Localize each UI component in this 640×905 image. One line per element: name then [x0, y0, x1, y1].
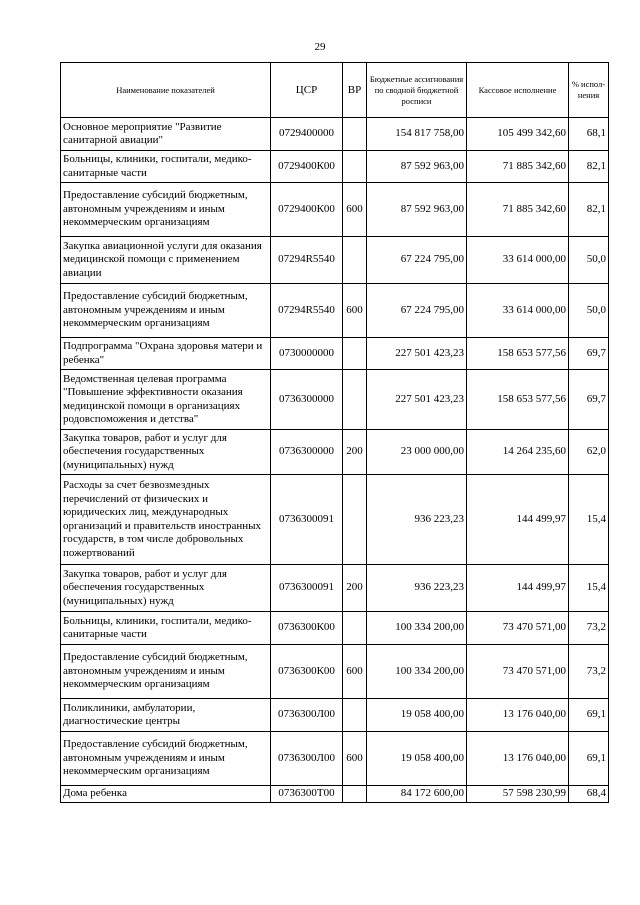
table-row: [61, 645, 609, 699]
row-csr: 0736300000: [271, 370, 343, 430]
row-vr: 600: [343, 732, 367, 786]
row-vr: 600: [343, 645, 367, 699]
row-name: Ведомственная целевая программа "Повышение эффективности оказания медицинской помощи в организациях родовспоможения и детства": [61, 370, 271, 430]
header-cash: Кассовое исполнение: [467, 63, 569, 118]
row-csr: 0729400000: [271, 118, 343, 151]
row-csr: 0736300091: [271, 565, 343, 612]
row-csr: 0729400К00: [271, 151, 343, 183]
row-csr: 0729400К00: [271, 183, 343, 237]
row-cash: 73 470 571,00: [467, 645, 569, 699]
table-row: [61, 338, 609, 370]
row-csr: 0736300Л00: [271, 699, 343, 732]
row-pct: 62,0: [569, 430, 609, 475]
header-csr: ЦСР: [271, 63, 343, 118]
row-cash: 144 499,97: [467, 475, 569, 565]
row-assignments: 87 592 963,00: [367, 151, 467, 183]
row-cash: 57 598 230,99: [467, 786, 569, 803]
header-pct: % испол-нения: [569, 63, 609, 118]
row-pct: 50,0: [569, 237, 609, 284]
row-pct: 73,2: [569, 645, 609, 699]
row-csr: 07294R5540: [271, 284, 343, 338]
table-row: [61, 475, 609, 565]
row-csr: 0736300Л00: [271, 732, 343, 786]
row-assignments: 67 224 795,00: [367, 237, 467, 284]
row-pct: 69,7: [569, 338, 609, 370]
table-row: [61, 786, 609, 803]
table-row: [61, 612, 609, 645]
row-cash: 33 614 000,00: [467, 284, 569, 338]
row-cash: 105 499 342,60: [467, 118, 569, 151]
row-pct: 69,7: [569, 370, 609, 430]
row-name: Закупка товаров, работ и услуг для обеспечения государственных (муниципальных) нужд: [61, 565, 271, 612]
header-name: Наименование показателей: [61, 63, 271, 118]
row-pct: 68,4: [569, 786, 609, 803]
row-cash: 71 885 342,60: [467, 183, 569, 237]
row-pct: 73,2: [569, 612, 609, 645]
table-row: [61, 151, 609, 183]
row-pct: 69,1: [569, 732, 609, 786]
row-csr: 0736300000: [271, 430, 343, 475]
table-row: [61, 237, 609, 284]
row-assignments: 936 223,23: [367, 565, 467, 612]
row-cash: 13 176 040,00: [467, 732, 569, 786]
row-cash: 144 499,97: [467, 565, 569, 612]
row-csr: 0736300К00: [271, 612, 343, 645]
header-vr: ВР: [343, 63, 367, 118]
row-csr: 0736300К00: [271, 645, 343, 699]
row-pct: 15,4: [569, 565, 609, 612]
row-name: Закупка товаров, работ и услуг для обеспечения государственных (муниципальных) нужд: [61, 430, 271, 475]
row-cash: 158 653 577,56: [467, 338, 569, 370]
row-name: Поликлиники, амбулатории, диагностические центры: [61, 699, 271, 732]
row-pct: 69,1: [569, 699, 609, 732]
row-vr: [343, 699, 367, 732]
row-vr: [343, 475, 367, 565]
row-assignments: 23 000 000,00: [367, 430, 467, 475]
row-pct: 50,0: [569, 284, 609, 338]
row-pct: 82,1: [569, 151, 609, 183]
row-name: Дома ребенка: [61, 786, 271, 803]
row-cash: 158 653 577,56: [467, 370, 569, 430]
row-vr: [343, 786, 367, 803]
row-csr: 0736300091: [271, 475, 343, 565]
row-cash: 71 885 342,60: [467, 151, 569, 183]
row-vr: 600: [343, 284, 367, 338]
table-row: [61, 430, 609, 475]
row-name: Основное мероприятие "Развитие санитарной авиации": [61, 118, 271, 151]
budget-execution-table: [60, 62, 609, 803]
row-assignments: 100 334 200,00: [367, 612, 467, 645]
table-row: [61, 699, 609, 732]
row-assignments: 67 224 795,00: [367, 284, 467, 338]
table-row: [61, 118, 609, 151]
row-name: Предоставление субсидий бюджетным, автономным учреждениям и иным некоммерческим организациям: [61, 183, 271, 237]
row-assignments: 154 817 758,00: [367, 118, 467, 151]
row-vr: [343, 612, 367, 645]
row-name: Подпрограмма "Охрана здоровья матери и ребенка": [61, 338, 271, 370]
row-assignments: 227 501 423,23: [367, 338, 467, 370]
row-csr: 0736300Т00: [271, 786, 343, 803]
row-vr: [343, 338, 367, 370]
row-vr: [343, 370, 367, 430]
row-assignments: 19 058 400,00: [367, 732, 467, 786]
row-assignments: 19 058 400,00: [367, 699, 467, 732]
row-pct: 82,1: [569, 183, 609, 237]
table-header-row: [61, 63, 609, 118]
row-assignments: 84 172 600,00: [367, 786, 467, 803]
table-row: [61, 732, 609, 786]
row-csr: 0730000000: [271, 338, 343, 370]
row-pct: 15,4: [569, 475, 609, 565]
table-row: [61, 183, 609, 237]
row-assignments: 87 592 963,00: [367, 183, 467, 237]
row-pct: 68,1: [569, 118, 609, 151]
header-assignments: Бюджетные ассигнования по сводной бюджетной росписи: [367, 63, 467, 118]
row-vr: 200: [343, 430, 367, 475]
row-vr: [343, 151, 367, 183]
page-number: 29: [314, 41, 326, 53]
row-cash: 13 176 040,00: [467, 699, 569, 732]
table-row: [61, 370, 609, 430]
row-assignments: 227 501 423,23: [367, 370, 467, 430]
row-cash: 33 614 000,00: [467, 237, 569, 284]
row-name: Закупка авиационной услуги для оказания медицинской помощи с применением авиации: [61, 237, 271, 284]
row-assignments: 936 223,23: [367, 475, 467, 565]
row-csr: 07294R5540: [271, 237, 343, 284]
row-name: Расходы за счет безвозмездных перечислений от физических и юридических лиц, международных организаций и правительств иностранных государств, в том числе добровольных пожертвований: [61, 475, 271, 565]
row-vr: [343, 237, 367, 284]
row-cash: 14 264 235,60: [467, 430, 569, 475]
row-vr: [343, 118, 367, 151]
row-name: Больницы, клиники, госпитали, медико-санитарные части: [61, 612, 271, 645]
row-name: Предоставление субсидий бюджетным, автономным учреждениям и иным некоммерческим организациям: [61, 732, 271, 786]
row-name: Предоставление субсидий бюджетным, автономным учреждениям и иным некоммерческим организациям: [61, 284, 271, 338]
row-cash: 73 470 571,00: [467, 612, 569, 645]
row-assignments: 100 334 200,00: [367, 645, 467, 699]
row-name: Предоставление субсидий бюджетным, автономным учреждениям и иным некоммерческим организациям: [61, 645, 271, 699]
row-name: Больницы, клиники, госпитали, медико-санитарные части: [61, 151, 271, 183]
row-vr: 200: [343, 565, 367, 612]
row-vr: 600: [343, 183, 367, 237]
table-row: [61, 284, 609, 338]
table-row: [61, 565, 609, 612]
